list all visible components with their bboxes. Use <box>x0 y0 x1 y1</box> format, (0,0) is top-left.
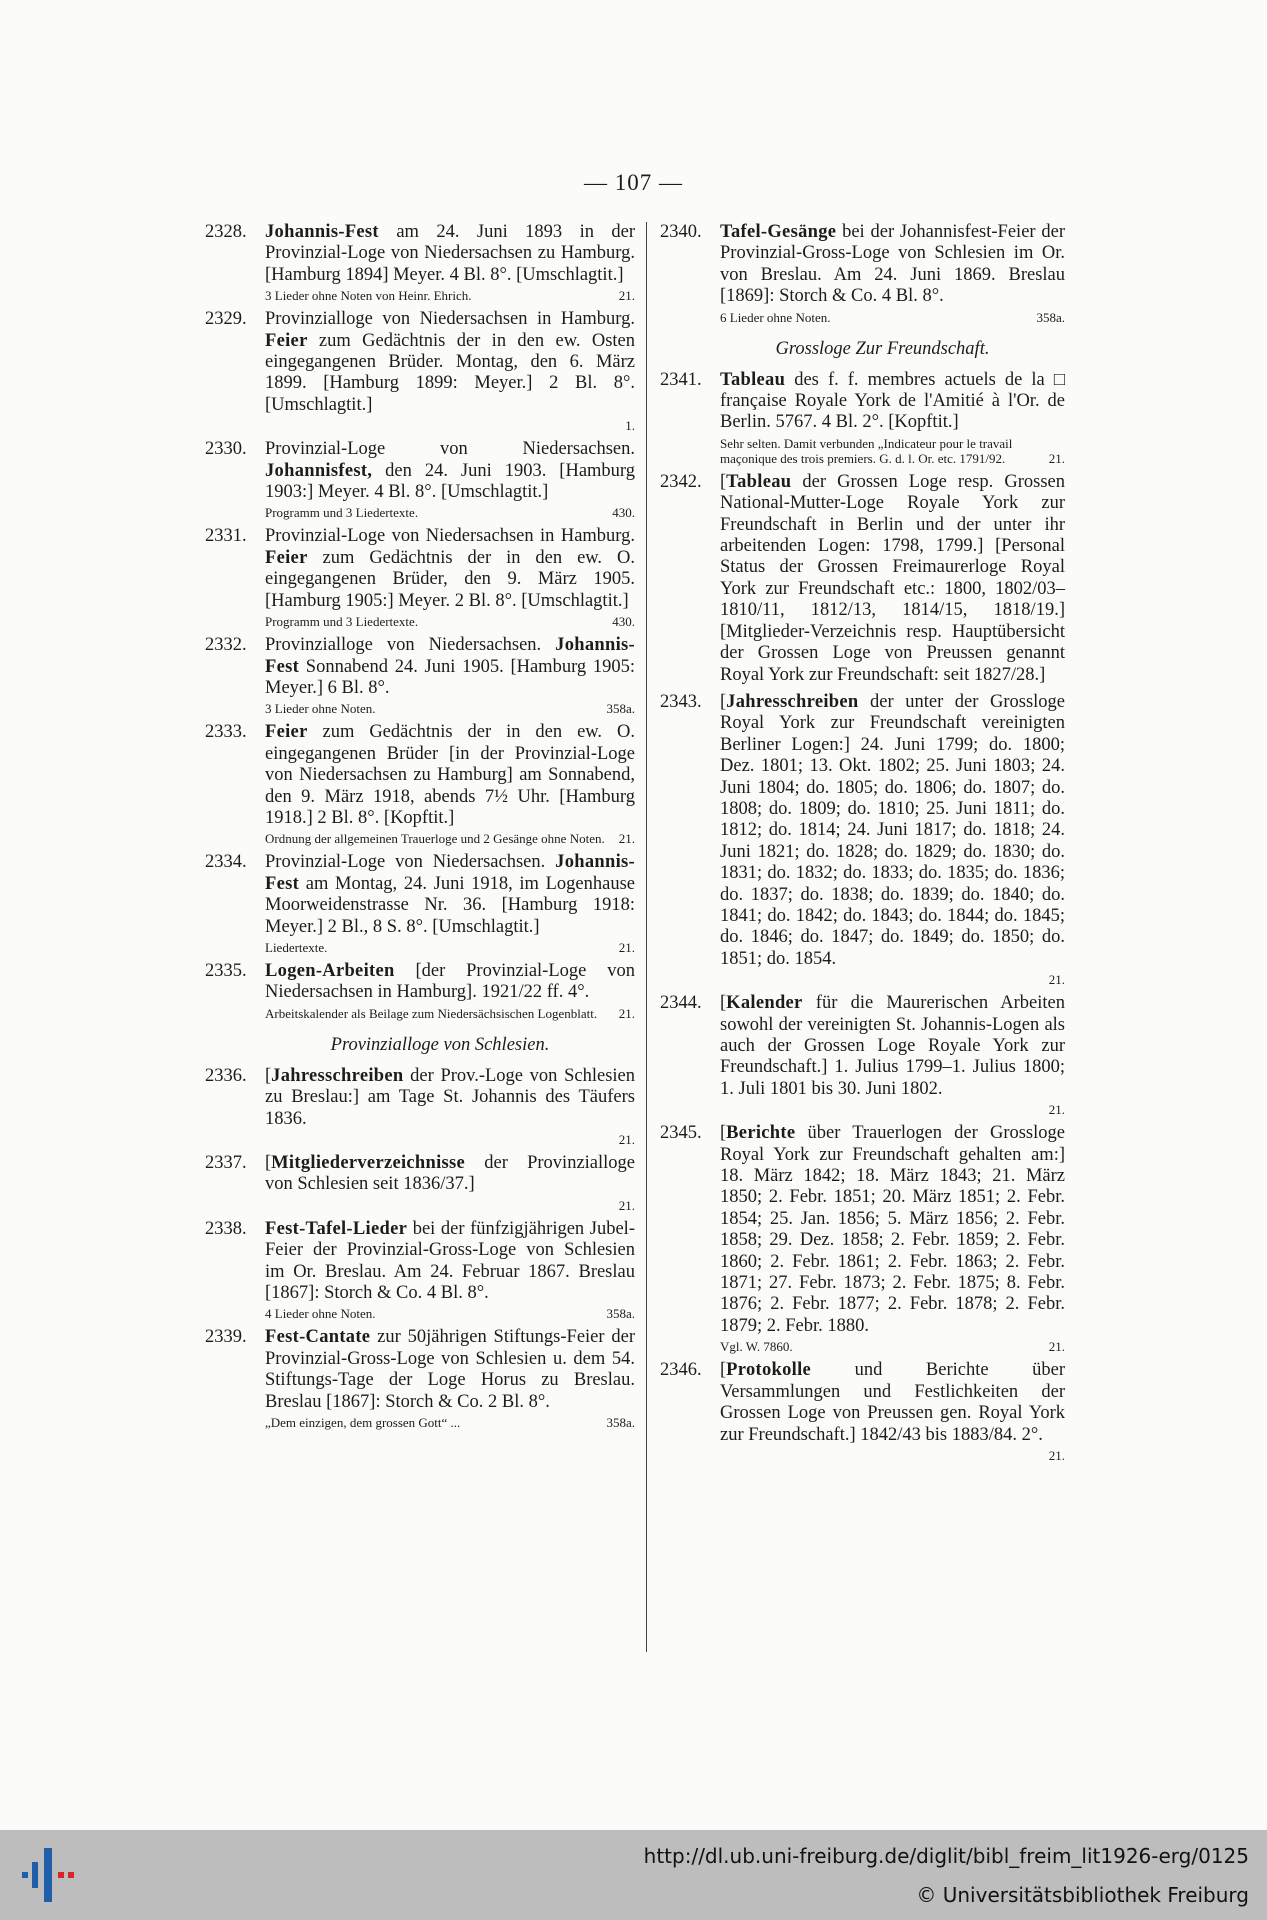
entry-number: 2330. <box>205 439 247 460</box>
entry-prefix: Provinzialloge von Niedersachsen in Hamburg. <box>265 309 635 330</box>
entry-text <box>265 961 635 1004</box>
entry-note-text: Liedertexte. <box>265 939 328 955</box>
bibliography-entry <box>205 1066 635 1147</box>
entry-prefix: Provinzial-Loge von Niedersachsen. <box>265 852 556 873</box>
entry-note <box>265 940 635 955</box>
bibliography-entry <box>660 1123 1065 1354</box>
entry-note <box>265 1006 635 1021</box>
entry-number: 2336. <box>205 1065 247 1086</box>
entry-note-text: 3 Lieder ohne Noten. <box>265 701 376 717</box>
entry-number: 2342. <box>660 471 702 492</box>
entry-keyword: Johannis-Fest <box>265 635 635 677</box>
entry-note-text: „Dem einzigen, dem grossen Gott“ ... <box>265 1415 461 1431</box>
entry-list <box>660 222 1065 325</box>
entry-note <box>265 418 635 433</box>
entry-body: zum Gedächtnis der in den ew. Osten eingegangenen Brüder. Montag, den 6. März 1899. [Hamburg 1899: Meyer.] 2 Bl. 8°. [Umschlagtit.] <box>265 330 635 415</box>
entry-text <box>265 722 635 829</box>
entry-text <box>720 472 1065 686</box>
entry-text <box>720 692 1065 970</box>
entry-number: 2343. <box>660 691 702 712</box>
entry-keyword: Johannis-Fest <box>265 852 635 894</box>
entry-prefix: [ <box>720 993 727 1014</box>
source-url-link[interactable]: http://dl.ub.uni-freiburg.de/diglit/bibl_freim_lit1926-erg/0125 <box>643 1844 1249 1868</box>
entry-note <box>265 701 635 716</box>
entry-note <box>265 1132 635 1147</box>
entry-keyword: Feier <box>265 330 308 351</box>
entry-body: Sonnabend 24. Juni 1905. [Hamburg 1905: Meyer.] 6 Bl. 8°. <box>265 656 635 698</box>
bibliography-entry <box>660 370 1065 466</box>
entry-body: der Provinzialloge von Schlesien seit 1836/37.] <box>265 1153 635 1195</box>
entry-keyword: Feier <box>265 722 308 743</box>
entry-text <box>265 1066 635 1130</box>
entry-note <box>720 436 1065 466</box>
shelfmark: 358a. <box>1036 309 1065 325</box>
left-column <box>205 222 635 1436</box>
entry-body: am Montag, 24. Juni 1918, im Logenhause Moorweidenstrasse Nr. 36. [Hamburg 1918: Meyer.] 2 Bl., 8 S. 8°. [Umschlagtit.] <box>265 873 635 937</box>
entry-number: 2331. <box>205 526 247 547</box>
bibliography-entry <box>660 1360 1065 1463</box>
shelfmark: 21. <box>1048 972 1065 988</box>
entry-number: 2332. <box>205 635 247 656</box>
entry-note-text: Vgl. W. 7860. <box>720 1339 793 1355</box>
entry-note <box>720 972 1065 987</box>
entry-text <box>265 635 635 699</box>
entry-note <box>265 1198 635 1213</box>
entry-number: 2339. <box>205 1327 247 1348</box>
entry-text <box>720 1123 1065 1337</box>
entry-note <box>265 1415 635 1430</box>
entry-number: 2340. <box>660 222 702 242</box>
entry-note-text: Ordnung der allgemeinen Trauerloge und 2 Gesänge ohne Noten. <box>265 831 605 847</box>
shelfmark: 21. <box>1048 450 1065 466</box>
entry-text <box>720 993 1065 1100</box>
entry-body: bei der Johannisfest-Feier der Provinzial-Gross-Loge von Schlesien im Or. von Breslau. Am 24. Juni 1869. Breslau [1869]: Storch & Co. 4 Bl. 8°. <box>720 222 1065 307</box>
bibliography-entry <box>660 692 1065 987</box>
shelfmark: 358a. <box>606 701 635 717</box>
entry-note <box>265 614 635 629</box>
bibliography-entry <box>205 1327 635 1430</box>
shelfmark: 21. <box>618 1132 635 1147</box>
entry-text <box>265 1219 635 1305</box>
shelfmark: 21. <box>618 831 635 847</box>
entry-number: 2328. <box>205 222 247 242</box>
entry-prefix: [ <box>720 691 727 712</box>
bibliography-entry <box>205 1219 635 1322</box>
entry-text <box>720 222 1065 308</box>
entry-text <box>265 1327 635 1413</box>
right-column <box>660 222 1065 1469</box>
entry-text <box>265 309 635 416</box>
entry-note <box>720 1339 1065 1354</box>
entry-note-text: 6 Lieder ohne Noten. <box>720 309 831 325</box>
entry-list <box>660 370 1065 1463</box>
entry-note <box>265 1306 635 1321</box>
entry-prefix: Provinzial-Loge von Niedersachsen. <box>265 439 635 460</box>
entry-note <box>720 1448 1065 1463</box>
entry-number: 2346. <box>660 1360 702 1381</box>
entry-keyword: Tableau <box>726 471 792 492</box>
entry-keyword: Johannis-Fest <box>265 222 379 242</box>
entry-body: der Prov.-Loge von Schlesien zu Breslau:] am Tage St. Johannis des Täufers 1836. <box>265 1065 635 1129</box>
entry-body: am 24. Juni 1893 in der Provinzial-Loge von Niedersachsen zu Hamburg. [Hamburg 1894] Meyer. 4 Bl. 8°. [Umschlagtit.] <box>265 222 635 285</box>
entry-keyword: Fest-Tafel-Lieder <box>265 1218 408 1239</box>
entry-note-text: Sehr selten. Damit verbunden „Indicateur pour le travail maçonique des trois premiers. G. d. l. Or. etc. 1791/92. <box>720 435 1013 466</box>
entry-number: 2333. <box>205 722 247 743</box>
bibliography-entry <box>205 1153 635 1213</box>
entry-prefix: Provinzial-Loge von Niedersachsen in Hamburg. <box>265 526 635 547</box>
shelfmark: 21. <box>618 288 635 304</box>
shelfmark: 358a. <box>606 1306 635 1322</box>
entry-keyword: Mitgliederverzeichnisse <box>271 1153 466 1173</box>
entry-body: für die Maurerischen Arbeiten sowohl der vereinigten St. Johannis-Logen als auch der Grossen Loge Royale York zur Freundschaft.] 1. Julius 1799–1. Julius 1800; 1. Juli 1801 bis 30. Juni 1802. <box>720 993 1065 1099</box>
entry-prefix: Provinzialloge von Niedersachsen. <box>265 635 556 656</box>
entry-body: des f. f. membres actuels de la □ française Royale York de l'Amitié à l'Or. de Berlin. 5767. 4 Bl. 2°. [Kopftit.] <box>720 369 1065 433</box>
shelfmark: 21. <box>1048 1339 1065 1355</box>
page-number: — 107 — <box>584 170 683 195</box>
entry-text <box>720 370 1065 434</box>
entry-number: 2338. <box>205 1218 247 1239</box>
entry-keyword: Berichte <box>726 1123 796 1144</box>
entry-keyword: Tableau <box>720 369 786 390</box>
entry-text <box>265 439 635 503</box>
entry-number: 2335. <box>205 960 247 981</box>
section-heading: Grossloge Zur Freundschaft. <box>775 338 990 359</box>
shelfmark: 358a. <box>606 1415 635 1431</box>
ub-freiburg-logo-icon <box>18 1844 78 1906</box>
entry-prefix: [ <box>720 471 727 492</box>
entry-body: zum Gedächtnis der in den ew. O. eingegangenen Brüder, den 9. März 1905. [Hamburg 1905:] Meyer. 2 Bl. 8°. [Umschlagtit.] <box>265 547 635 611</box>
entry-note <box>720 1102 1065 1117</box>
entry-prefix: [ <box>265 1153 272 1173</box>
entry-text <box>265 526 635 612</box>
bibliography-entry <box>205 309 635 433</box>
entry-keyword: Logen-Arbeiten <box>265 960 395 981</box>
entry-keyword: Johannisfest, <box>265 460 373 481</box>
entry-body: der Grossen Loge resp. Grossen National-Mutter-Loge Royale York zur Freundschaft in Berlin und der unter ihr arbeitenden Logen: 1798, 1799.] [Personal Status der Grossen Freimaurerloge Royal York zur Freundschaft etc.: 1800, 1802/03–1810/11, 1812/13, 1814/15, 1818/19.] [Mitglieder-Verzeichnis resp. Hauptübersicht der Grossen Loge von Preussen genannt Royal York zur Freundschaft: seit 1827/28.] <box>720 471 1065 685</box>
entry-note-text: Programm und 3 Liedertexte. <box>265 614 419 630</box>
entry-body: bei der fünfzigjährigen Jubel-Feier der Provinzial-Gross-Loge von Schlesien im Or. Breslau. Am 24. Februar 1867. Breslau [1867]: Storch & Co. 4 Bl. 8°. <box>265 1218 635 1304</box>
bibliography-entry <box>205 722 635 846</box>
entry-text <box>265 222 635 286</box>
entry-body: zur 50jährigen Stiftungs-Feier der Provinzial-Gross-Loge von Schlesien u. dem 54. Stiftungs-Tage der Loge Horus zu Breslau. Breslau [1867]: Storch & Co. 2 Bl. 8°. <box>265 1327 635 1412</box>
entry-note-text: 4 Lieder ohne Noten. <box>265 1306 376 1322</box>
shelfmark: 21. <box>618 1197 635 1213</box>
entry-number: 2329. <box>205 309 247 330</box>
bibliography-entry <box>205 961 635 1021</box>
entry-body: über Trauerlogen der Grossloge Royal York zur Freundschaft gehalten am:] 18. März 1842; 18. März 1843; 21. März 1850; 2. Febr. 1851; 20. März 1851; 2. Febr. 1854; 25. Jan. 1856; 5. März 1856; 2. Febr. 1858; 29. Dez. 1858; 2. Febr. 1859; 2. Febr. 1860; 2. Febr. 1861; 2. Febr. 1863; 2. Febr. 1871; 27. Febr. 1873; 2. Febr. 1875; 8. Febr. 1876; 2. Febr. 1877; 2. Febr. 1878; 2. Febr. 1879; 2. Febr. 1880. <box>720 1123 1065 1336</box>
shelfmark: 430. <box>612 505 635 521</box>
entry-body: den 24. Juni 1903. [Hamburg 1903:] Meyer. 4 Bl. 8°. [Umschlagtit.] <box>265 460 635 503</box>
shelfmark: 21. <box>618 1005 635 1021</box>
entry-prefix: [ <box>265 1065 272 1086</box>
entry-text <box>265 1153 635 1196</box>
entry-body: zum Gedächtnis der in den ew. O. eingegangenen Brüder [in der Provinzial-Loge von Niedersachsen zu Hamburg] am Sonnabend, den 9. März 1918, abends 7½ Uhr. [Hamburg 1918.] 2 Bl. 8°. [Kopftit.] <box>265 722 635 828</box>
entry-note-text: Arbeitskalender als Beilage zum Niedersächsischen Logenblatt. <box>265 1005 598 1021</box>
shelfmark: 21. <box>1048 1447 1065 1463</box>
bibliography-entry <box>660 222 1065 325</box>
entry-number: 2341. <box>660 369 702 390</box>
bibliography-entry <box>660 993 1065 1117</box>
bibliography-entry <box>205 222 635 303</box>
copyright-text: © Universitätsbibliothek Freiburg <box>916 1883 1249 1907</box>
entry-prefix: [ <box>720 1123 727 1144</box>
entry-keyword: Feier <box>265 547 308 568</box>
bibliography-entry <box>205 439 635 520</box>
footer-bar <box>0 1830 1267 1920</box>
entry-note-text: Programm und 3 Liedertexte. <box>265 505 419 521</box>
entry-note <box>265 831 635 846</box>
entry-note-text: 3 Lieder ohne Noten von Heinr. Ehrich. <box>265 288 472 304</box>
entry-keyword: Tafel-Gesänge <box>720 222 837 242</box>
bibliography-entry <box>660 472 1065 686</box>
entry-keyword: Jahresschreiben <box>726 691 859 712</box>
entry-body: [der Provinzial-Loge von Niedersachsen in Hamburg]. 1921/22 ff. 4°. <box>265 960 635 1003</box>
bibliography-entry <box>205 852 635 955</box>
entry-list <box>205 222 635 1021</box>
entry-number: 2344. <box>660 993 702 1014</box>
entry-number: 2337. <box>205 1153 247 1173</box>
shelfmark: 430. <box>612 614 635 630</box>
entry-keyword: Fest-Cantate <box>265 1327 371 1348</box>
entry-keyword: Kalender <box>726 993 803 1014</box>
entry-list <box>205 1066 635 1430</box>
bibliography-entry <box>205 635 635 716</box>
entry-text <box>720 1360 1065 1446</box>
entry-keyword: Protokolle <box>726 1360 812 1381</box>
entry-note <box>265 505 635 520</box>
entry-text <box>265 852 635 938</box>
entry-prefix: [ <box>720 1360 727 1381</box>
entry-body: und Berichte über Versammlungen und Festlichkeiten der Grossen Loge von Preussen gen. Royal York zur Freundschaft.] 1842/43 bis 1883/84. 2°. <box>720 1360 1065 1445</box>
entry-number: 2345. <box>660 1123 702 1144</box>
entry-note <box>265 288 635 303</box>
shelfmark: 21. <box>1048 1102 1065 1118</box>
bibliography-entry <box>205 526 635 629</box>
section-heading: Provinzialloge von Schlesien. <box>330 1034 550 1055</box>
entry-body: der unter der Grossloge Royal York zur Freundschaft vereinigten Berliner Logen:] 24. Juni 1799; do. 1800; Dez. 1801; 13. Okt. 1802; 25. Juni 1803; 24. Juni 1804; do. 1805; do. 1806; do. 1807; do. 1808; do. 1809; do. 1810; 25. Juni 1811; do. 1812; do. 1814; 24. Juni 1817; do. 1818; 24. Juni 1821; do. 1828; do. 1829; do. 1830; do. 1831; do. 1832; do. 1833; do. 1835; do. 1836; do. 1837; do. 1838; do. 1839; do. 1840; do. 1841; do. 1842; do. 1843; do. 1844; do. 1845; do. 1846; do. 1847; do. 1849; do. 1850; do. 1851; do. 1854. <box>720 691 1065 969</box>
shelfmark: 1. <box>625 418 635 434</box>
shelfmark: 21. <box>618 939 635 955</box>
entry-keyword: Jahresschreiben <box>271 1065 404 1086</box>
entry-number: 2334. <box>205 852 247 873</box>
entry-note <box>720 310 1065 325</box>
column-divider <box>646 222 647 1652</box>
